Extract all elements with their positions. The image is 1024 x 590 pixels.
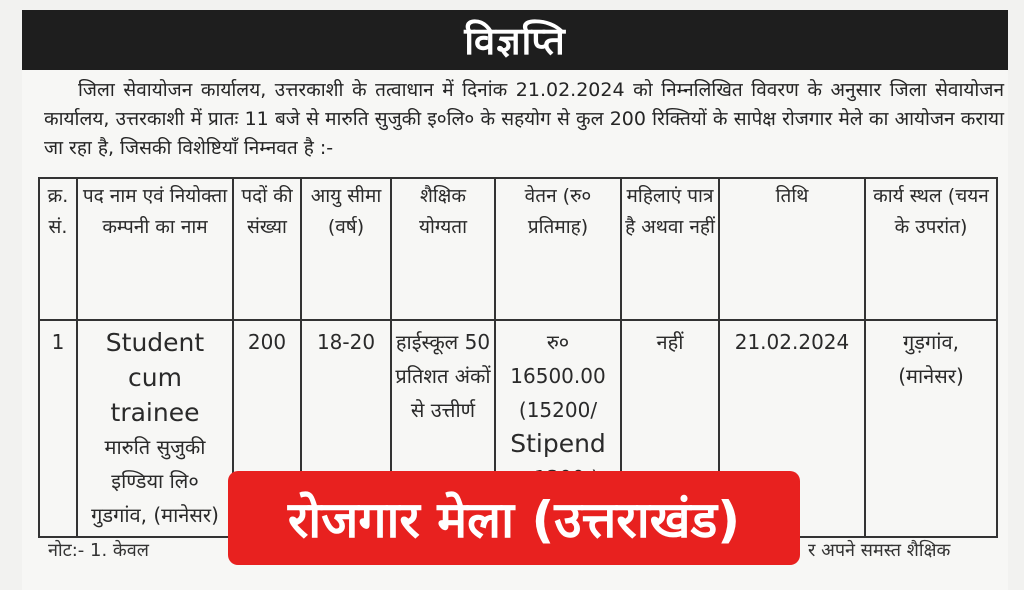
banner-text: रोजगार मेला (उत्तराखंड): [287, 491, 741, 549]
post-name-en: Student cum trainee: [105, 328, 205, 427]
cell-serial: 1: [39, 320, 77, 537]
rozgar-mela-banner: [228, 471, 800, 565]
cell-post-company: [77, 320, 233, 537]
company-name: मारुति सुजुकी इण्डिया लि० गुडगांव, (मानेसर): [91, 435, 219, 527]
header-age-limit: आयु सीमा (वर्ष): [301, 178, 391, 320]
cell-date: 21.02.2024: [719, 320, 865, 537]
notice-title-bar: [22, 10, 1008, 70]
cell-age-limit: 18-20: [301, 320, 391, 537]
salary-amount: रु० 16500.00: [510, 330, 606, 388]
notice-intro: [44, 76, 1004, 163]
header-date: तिथि: [719, 178, 865, 320]
table-header-row: [39, 178, 997, 320]
header-women-eligible: महिलाएं पात्र है अथवा नहीं: [621, 178, 719, 320]
header-work-location: कार्य स्थल (चयन के उपरांत): [865, 178, 997, 320]
cell-work-location: गुड़गांव, (मानेसर): [865, 320, 997, 537]
cell-women-eligible: नहीं: [621, 320, 719, 537]
intro-paragraph: जिला सेवायोजन कार्यालय, उत्तरकाशी के तत्वाधान में दिनांक 21.02.2024 को निम्नलिखित विवरण के अनुसार जिला सेवायोजन कार्यालय, उत्तरकाशी में प्रातः 11 बजे से मारुति सुजुकी इ०लि० के सहयोग से कुल 200 रिक्तियों के सापेक्ष रोजगार मेले का आयोजन कराया जा रहा है, जिसकी विशेष्टियाँ निम्नवत है :-: [44, 79, 1004, 159]
header-post-company: पद नाम एवं नियोक्ता कम्पनी का नाम: [77, 178, 233, 320]
footnote-left: नोट:- 1. केवल: [48, 540, 149, 561]
cell-post-count: 200: [233, 320, 301, 537]
header-salary: वेतन (रु० प्रतिमाह): [495, 178, 621, 320]
notice-title: विज्ञप्ति: [464, 19, 566, 63]
salary-detail-2: Stipend: [510, 429, 606, 458]
header-qualification: शैक्षिक योग्यता: [391, 178, 495, 320]
header-post-count: पदों की संख्या: [233, 178, 301, 320]
footnote-right: र अपने समस्त शैक्षिक: [808, 540, 951, 561]
cell-qualification: हाईस्कूल 50 प्रतिशत अंकों से उत्तीर्ण: [391, 320, 495, 537]
salary-detail-1: (15200/: [518, 398, 598, 422]
header-serial: क्र. सं.: [39, 178, 77, 320]
